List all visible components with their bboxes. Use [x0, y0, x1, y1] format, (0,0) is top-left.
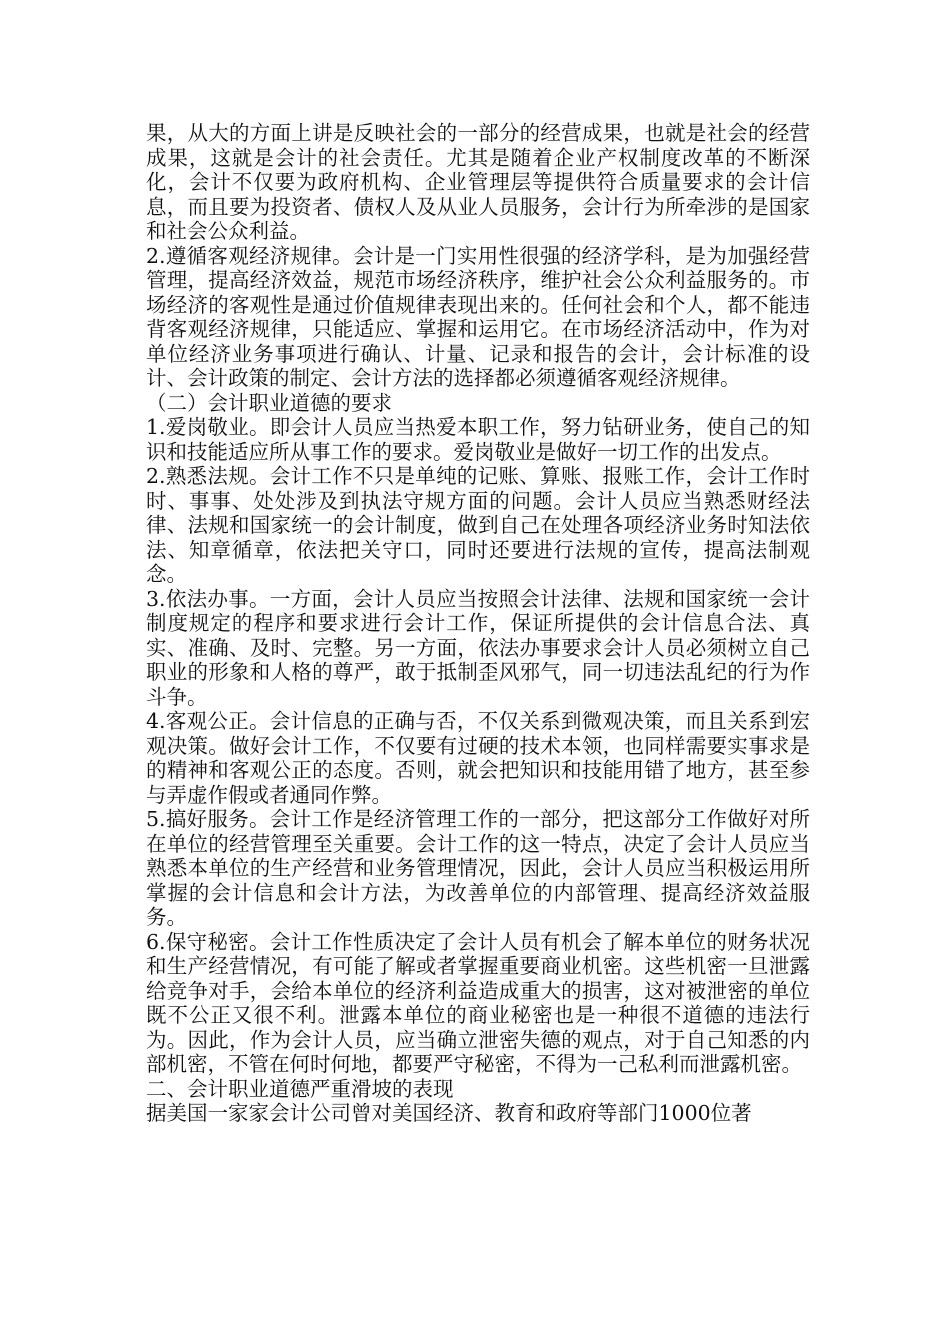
paragraph-survey-start: 据美国一家家会计公司曾对美国经济、教育和政府等部门1000位著 [146, 1101, 752, 1125]
section-heading-decline: 二、会计职业道德严重滑坡的表现 [146, 1076, 454, 1101]
paragraph-item-1-dedication: 1.爱岗敬业。即会计人员应当热爱本职工作，努力钻研业务，使自己的知识和技能适应所从事工作的要求。爱岗敬业是做好一切工作的出发点。 [146, 415, 810, 464]
paragraph-item-2-objective-laws: 2.遵循客观经济规律。会计是一门实用性很强的经济学科，是为加强经营管理，提高经济效益，规范市场经济秩序，维护社会公众利益服务的。市场经济的客观性是通过价值规律表现出来的。任何社会和个人，都不能违背客观经济规律，只能适应、掌握和运用它。在市场经济活动中，作为对单位经济业务事项进行确认、计量、记录和报告的会计，会计标准的设计、会计政策的制定、会计方法的选择都必须遵循客观经济规律。 [146, 243, 810, 390]
paragraph-item-6-confidentiality: 6.保守秘密。会计工作性质决定了会计人员有机会了解本单位的财务状况和生产经营情况，有可能了解或者掌握重要商业机密。这些机密一旦泄露给竞争对手，会给本单位的经济利益造成重大的损害，这对被泄密的单位既不公正又很不利。泄露本单位的商业秘密也是一种很不道德的违法行为。因此，作为会计人员，应当确立泄密失德的观点，对于自己知悉的内部机密，不管在何时何地，都要严守秘密，不得为一己私利而泄露机密。 [146, 929, 810, 1076]
section-heading-requirements: （二）会计职业道德的要求 [146, 390, 392, 415]
document-body [146, 121, 810, 1126]
paragraph-item-4-impartial: 4.客观公正。会计信息的正确与否，不仅关系到微观决策，而且关系到宏观决策。做好会计工作，不仅要有过硬的技术本领，也同样需要实事求是的精神和客观公正的态度。否则，就会把知识和技能用错了地方，甚至参与弄虚作假或者通同作弊。 [146, 709, 810, 807]
paragraph-item-3-lawful: 3.依法办事。一方面，会计人员应当按照会计法律、法规和国家统一会计制度规定的程序和要求进行会计工作，保证所提供的会计信息合法、真实、准确、及时、完整。另一方面，依法办事要求会计人员必须树立自己职业的形象和人格的尊严，敢于抵制歪风邪气，同一切违法乱纪的行为作斗争。 [146, 586, 810, 709]
paragraph-continuation: 果，从大的方面上讲是反映社会的一部分的经营成果，也就是社会的经营成果，这就是会计的社会责任。尤其是随着企业产权制度改革的不断深化，会计不仅要为政府机构、企业管理层等提供符合质量要求的会计信息，而且要为投资者、债权人及从业人员服务，会计行为所牵涉的是国家和社会公众利益。 [146, 121, 810, 243]
paragraph-item-5-service: 5.搞好服务。会计工作是经济管理工作的一部分，把这部分工作做好对所在单位的经营管理至关重要。会计工作的这一特点，决定了会计人员应当熟悉本单位的生产经营和业务管理情况，因此，会计人员应当积极运用所掌握的会计信息和会计方法，为改善单位的内部管理、提高经济效益服务。 [146, 807, 810, 929]
paragraph-item-2-regulations: 2.熟悉法规。会计工作不只是单纯的记账、算账、报账工作，会计工作时时、事事、处处涉及到执法守规方面的问题。会计人员应当熟悉财经法律、法规和国家统一的会计制度，做到自己在处理各项经济业务时知法依法、知章循章，依法把关守口，同时还要进行法规的宣传，提高法制观念。 [146, 464, 810, 586]
